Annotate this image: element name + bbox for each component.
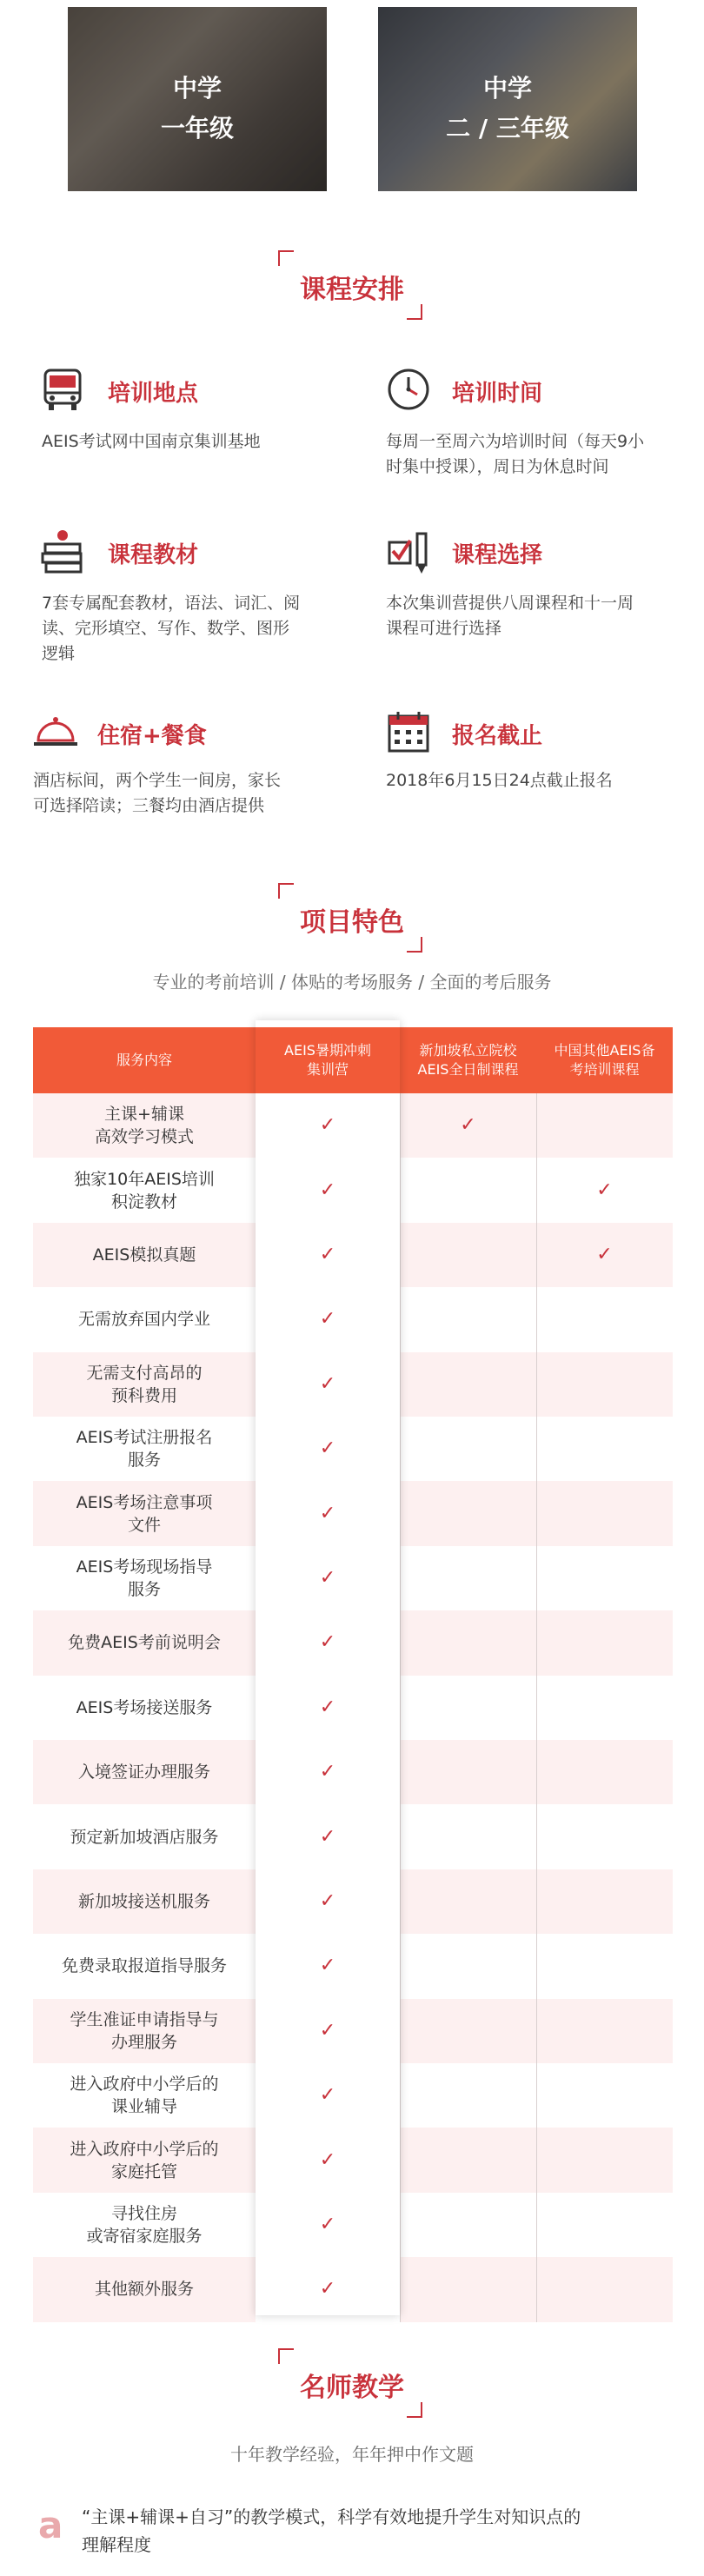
check-cell [400, 1223, 536, 1287]
check-cell [536, 1804, 673, 1869]
checkmark-icon: ✓ [319, 2084, 336, 2107]
info-text: 每周一至周六为培训时间（每天9小 时集中授课），周日为休息时间 [386, 432, 645, 476]
check-cell [400, 1093, 536, 1158]
check-cell [536, 1546, 673, 1610]
check-cell [536, 1481, 673, 1545]
info-text: 酒店标间，两个学生一间房，家长 可选择陪读；三餐均由酒店提供 [33, 771, 282, 815]
check-cell [400, 2063, 536, 2128]
check-cell [536, 1352, 673, 1417]
check-cell [536, 1417, 673, 1481]
checkmark-icon: ✓ [319, 1437, 336, 1460]
check-cell [400, 1676, 536, 1740]
column-divider [400, 1093, 401, 2322]
checkmark-icon: ✓ [319, 2213, 336, 2235]
service-cell: AEIS模拟真题 [92, 1245, 196, 1265]
check-cell [400, 2128, 536, 2192]
check-cell [536, 1999, 673, 2063]
a-marker-icon: a [38, 2504, 63, 2546]
check-cell [400, 1804, 536, 1869]
check-cell [400, 1417, 536, 1481]
check-cell [536, 1869, 673, 1934]
header-cell-other-china: 中国其他AEIS备 考培训课程 [554, 1042, 655, 1078]
column-divider [536, 1093, 537, 2322]
checkmark-icon: ✓ [319, 1178, 336, 1201]
info-title: 课程选择 [452, 542, 543, 568]
check-cell [400, 1287, 536, 1351]
service-cell: 其他额外服务 [94, 2280, 194, 2300]
checkmark-icon: ✓ [319, 1243, 336, 1265]
calendar-icon [384, 707, 433, 756]
check-cell [536, 1093, 673, 1158]
service-cell: 免费AEIS考前说明会 [68, 1633, 221, 1653]
section-subtitle: 专业的考前培训 / 体贴的考场服务 / 全面的考后服务 [152, 972, 552, 993]
check-cell [400, 1158, 536, 1222]
checkmark-icon: ✓ [319, 1631, 336, 1654]
info-title: 培训地点 [108, 381, 199, 407]
check-cell [400, 2257, 536, 2321]
header-cell-service: 服务内容 [116, 1052, 172, 1068]
check-cell [400, 1546, 536, 1610]
checkmark-icon: ✓ [596, 1243, 613, 1265]
checkmark-icon: ✓ [319, 1696, 336, 1718]
checkmark-icon: ✓ [460, 1114, 476, 1137]
section-title: 名师教学 [300, 2373, 404, 2403]
service-cell: AEIS考场现场指导 服务 [76, 1557, 213, 1599]
header-cell-private-school: 新加坡私立院校 AEIS全日制课程 [417, 1042, 519, 1078]
section-title: 项目特色 [300, 907, 404, 938]
check-cell [536, 2063, 673, 2128]
checkmark-icon: ✓ [319, 2148, 336, 2171]
service-cell: AEIS考试注册报名 服务 [76, 1428, 213, 1471]
check-cell [536, 1934, 673, 1998]
checkmark-icon: ✓ [319, 1825, 336, 1848]
check-cell [536, 1223, 673, 1287]
checkmark-icon: ✓ [319, 1308, 336, 1331]
grade-card-second-third-year[interactable] [378, 7, 637, 191]
info-title: 课程教材 [108, 542, 199, 568]
service-cell: 预定新加坡酒店服务 [70, 1827, 219, 1847]
service-cell: 无需放弃国内学业 [77, 1310, 210, 1330]
bus-icon [38, 365, 87, 414]
info-title: 培训时间 [452, 381, 543, 407]
check-cell [536, 1158, 673, 1222]
teaching-text: “主课+辅课+自习”的教学模式，科学有效地提升学生对知识点的 理解程度 [82, 2506, 581, 2555]
header-cell-camp: AEIS暑期冲刺 集训营 [284, 1042, 371, 1078]
check-cell [400, 1934, 536, 1998]
checkmark-icon: ✓ [319, 2019, 336, 2042]
grade-card-line2: 二 / 三年级 [446, 114, 569, 143]
info-text: AEIS考试网中国南京集训基地 [42, 432, 261, 451]
checkmark-icon: ✓ [319, 1502, 336, 1524]
check-cell [536, 2193, 673, 2257]
checkmark-icon: ✓ [319, 1114, 336, 1137]
info-title: 报名截止 [452, 723, 543, 749]
grade-card-first-year[interactable] [68, 7, 327, 191]
service-cell: 新加坡接送机服务 [77, 1891, 210, 1911]
section-subtitle: 十年教学经验，年年押中作文题 [230, 2444, 474, 2465]
info-text: 7套专属配套教材，语法、词汇、阅 读、完形填空、写作、数学、图形 逻辑 [42, 594, 301, 663]
service-cell: AEIS考场注意事项 文件 [76, 1492, 213, 1535]
service-cell: 进入政府中小学后的 课业辅导 [70, 2075, 219, 2117]
check-cell [400, 1869, 536, 1934]
section-heading-course [0, 245, 704, 329]
service-cell: 无需支付高昂的 预科费用 [86, 1363, 203, 1405]
service-cell: AEIS考场接送服务 [76, 1697, 213, 1717]
check-cell [536, 2257, 673, 2321]
info-title: 住宿+餐食 [97, 723, 207, 749]
books-icon [38, 527, 87, 575]
check-cell [400, 1610, 536, 1675]
service-cell: 入境签证办理服务 [77, 1763, 210, 1783]
check-cell [536, 2128, 673, 2192]
checkmark-icon: ✓ [319, 1889, 336, 1912]
check-cell [400, 1740, 536, 1804]
grade-card-line2: 一年级 [160, 114, 234, 143]
check-cell [400, 1352, 536, 1417]
section-heading-features [0, 878, 704, 961]
food-tray-icon [31, 707, 80, 756]
check-cell [536, 1676, 673, 1740]
service-cell: 主课+辅课 高效学习模式 [94, 1105, 194, 1147]
grade-card-line1: 中学 [172, 74, 222, 103]
checkmark-icon: ✓ [319, 2278, 336, 2300]
highlight-column-frame [256, 1020, 400, 2315]
service-cell: 学生准证申请指导与 办理服务 [70, 2009, 219, 2052]
checkmark-icon: ✓ [319, 1761, 336, 1783]
service-cell: 寻找住房 或寄宿家庭服务 [86, 2203, 203, 2246]
service-cell: 免费录取报道指导服务 [61, 1956, 227, 1976]
checklist-icon [384, 527, 433, 575]
check-cell [536, 1610, 673, 1675]
check-cell [400, 1999, 536, 2063]
check-cell [536, 1740, 673, 1804]
checkmark-icon: ✓ [596, 1178, 613, 1201]
info-text: 2018年6月15日24点截止报名 [386, 771, 613, 790]
clock-icon [384, 365, 433, 414]
section-title: 课程安排 [300, 275, 404, 305]
check-cell [400, 1481, 536, 1545]
check-cell [400, 2193, 536, 2257]
checkmark-icon: ✓ [319, 1372, 336, 1395]
service-cell: 独家10年AEIS培训 积淀教材 [74, 1169, 215, 1212]
service-cell: 进入政府中小学后的 家庭托管 [70, 2139, 219, 2181]
section-heading-teachers [0, 2343, 704, 2427]
checkmark-icon: ✓ [319, 1955, 336, 1977]
grade-card-line1: 中学 [482, 74, 532, 103]
info-text: 本次集训营提供八周课程和十一周 课程可进行选择 [386, 594, 634, 638]
checkmark-icon: ✓ [319, 1566, 336, 1589]
check-cell [536, 1287, 673, 1351]
